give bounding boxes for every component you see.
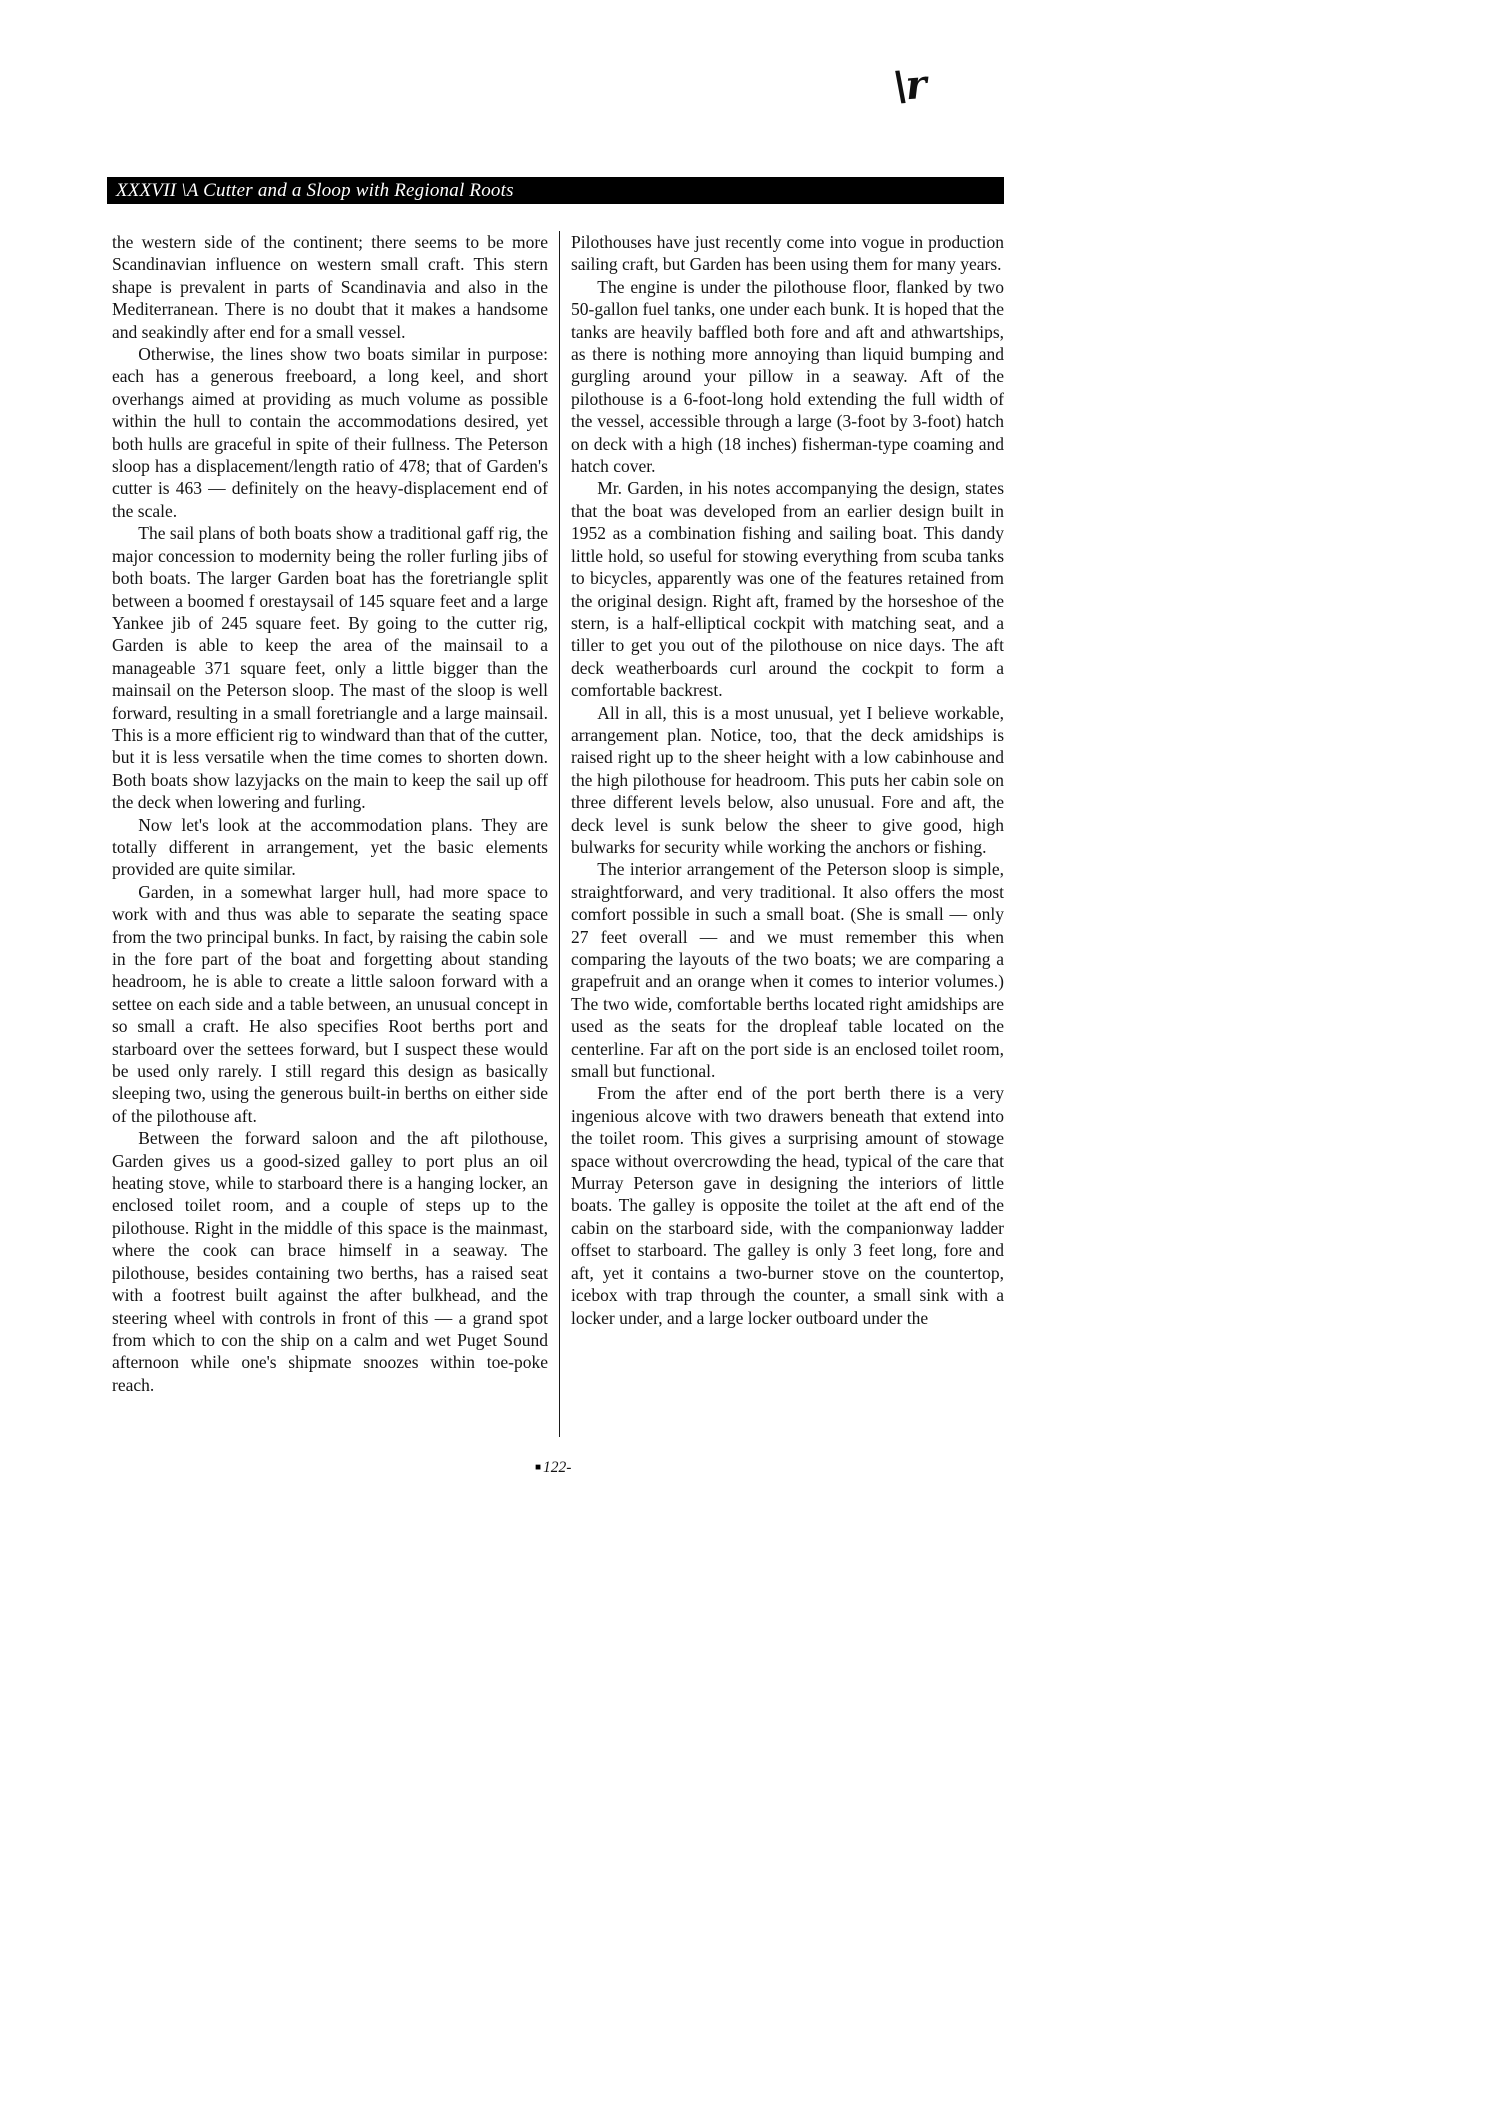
paragraph: Otherwise, the lines show two boats similar in purpose: each has a generous freeboard, a long keel, and short overhangs aimed at providing as much volume as possible within the hull to contain the accommodations desired, yet both hulls are graceful in spite of their fullness. The Peterson sloop has a displacement/length ratio of 478; that of Garden's cutter is 463 — definitely on the heavy-displacement end of the scale. [112,344,548,521]
paragraph: From the after end of the port berth there is a very ingenious alcove with two drawers beneath that extend into the toilet room. This gives a surprising amount of stowage space without overcrowding the head, typical of the care that Murray Peterson gave in designing the interiors of little boats. The galley is opposite the toilet at the aft end of the cabin on the starboard side, with the companionway ladder offset to starboard. The galley is only 3 feet long, fore and aft, yet it contains a two-burner stove on the countertop, icebox with trap through the counter, a small sink with a locker under, and a large locker outboard under the [571,1083,1004,1328]
left-column [112,231,548,1396]
paragraph: Between the forward saloon and the aft pilothouse, Garden gives us a good-sized galley to port plus an oil heating stove, while to starboard there is a hanging locker, an enclosed toilet room, and a couple of steps up to the pilothouse. Right in the middle of this space is the mainmast, where the cook can brace himself in a seaway. The pilothouse, besides containing two berths, has a raised seat with a footrest built against the after bulkhead, and the steering wheel with controls in front of this — a grand spot from which to con the ship on a calm and wet Puget Sound afternoon while one's shipmate snoozes within toe-poke reach. [112,1128,548,1395]
page-number-square-icon: ■ [535,1462,542,1473]
right-column [571,231,1004,1329]
paragraph: The engine is under the pilothouse floor, flanked by two 50-gallon fuel tanks, one under each bunk. It is hoped that the tanks are heavily baffled both fore and aft and athwartships, as there is nothing more annoying than liquid bumping and gurgling around your pillow in a seaway. Aft of the pilothouse is a 6-foot-long hold extending the full width of the vessel, accessible through a large (3-foot by 3-foot) hatch on deck with a high (18 inches) fisherman-type coaming and hatch cover. [571,276,1005,477]
paragraph: Mr. Garden, in his notes accompanying the design, states that the boat was developed from an earlier design built in 1952 as a combination fishing and sailing boat. This dandy little hold, so useful for stowing everything from scuba tanks to bicycles, apparently was one of the features retained from the original design. Right aft, framed by the horseshoe of the stern, is a half-elliptical cockpit with matching seat, and a tiller to get you out of the pilothouse on nice days. The aft deck weatherboards curl around the cockpit to form a comfortable backrest. [571,478,1004,701]
chapter-header-bar [107,177,1004,204]
paragraph: Pilothouses have just recently come into vogue in production sailing craft, but Garden has been using them for many years. [571,232,1004,275]
paragraph: the western side of the continent; there seems to be more Scandinavian influence on western small craft. This stern shape is prevalent in parts of Scandinavia and also in the Mediterranean. There is no doubt that it makes a handsome and seakindly after end for a small vessel. [112,232,548,342]
page-number-text: 122- [543,1459,572,1476]
column-divider-rule [559,231,560,1437]
paragraph: Garden, in a somewhat larger hull, had more space to work with and thus was able to separate the seating space from the two principal bunks. In fact, by raising the cabin sole in the fore part of the boat and forgetting about standing headroom, he is able to create a little saloon forward with a settee on each side and a table between, an unusual concept in so small a craft. He also specifies Root berths port and starboard over the settees forward, but I suspect these would be used only rarely. I still regard this design as basically sleeping two, using the generous built-in berths on either side of the pilothouse aft. [112,881,548,1126]
paragraph: The sail plans of both boats show a traditional gaff rig, the major concession to modernity being the roller furling jibs of both boats. The larger Garden boat has the foretriangle split between a boomed f orestaysail of 145 square feet and a large Yankee jib of 245 square feet. By going to the cutter rig, Garden is able to keep the area of the mainsail to a manageable 371 square feet, only a little bigger than the mainsail on the Peterson sloop. The mast of the sloop is well forward, resulting in a small foretriangle and a large mainsail. This is a more efficient rig to windward than that of the cutter, but it is less versatile when the time comes to shorten down. Both boats show lazyjacks on the main to keep the sail up off the deck when lowering and furling. [112,523,548,813]
chapter-title: XXXVII \A Cutter and a Sloop with Regional Roots [116,179,514,201]
paragraph: All in all, this is a most unusual, yet I believe workable, arrangement plan. Notice, too, that the deck amidships is raised right up to the sheer height with a low cabinhouse and the high pilothouse for headroom. This puts her cabin sole on three different levels below, also unusual. Fore and aft, the deck level is sunk below the sheer to give good, high bulwarks for security while working the anchors or fishing. [571,702,1004,857]
text-columns [112,231,1004,1437]
page-number [535,1459,571,1477]
paragraph: The interior arrangement of the Peterson sloop is simple, straightforward, and very traditional. It also offers the most comfort possible in such a small boat. (She is small — only 27 feet overall — and we must remember this when comparing the layouts of the two boats; we are comparing a grapefruit and an orange when it comes to interior volumes.) The two wide, comfortable berths located right amidships are used as the seats for the dropleaf table located on the centerline. Far aft on the port side is an enclosed toilet room, small but functional. [571,859,1004,1082]
handwritten-mark: \r [891,60,927,111]
paragraph: Now let's look at the accommodation plans. They are totally different in arrangement, yet the basic elements provided are quite similar. [112,814,548,880]
